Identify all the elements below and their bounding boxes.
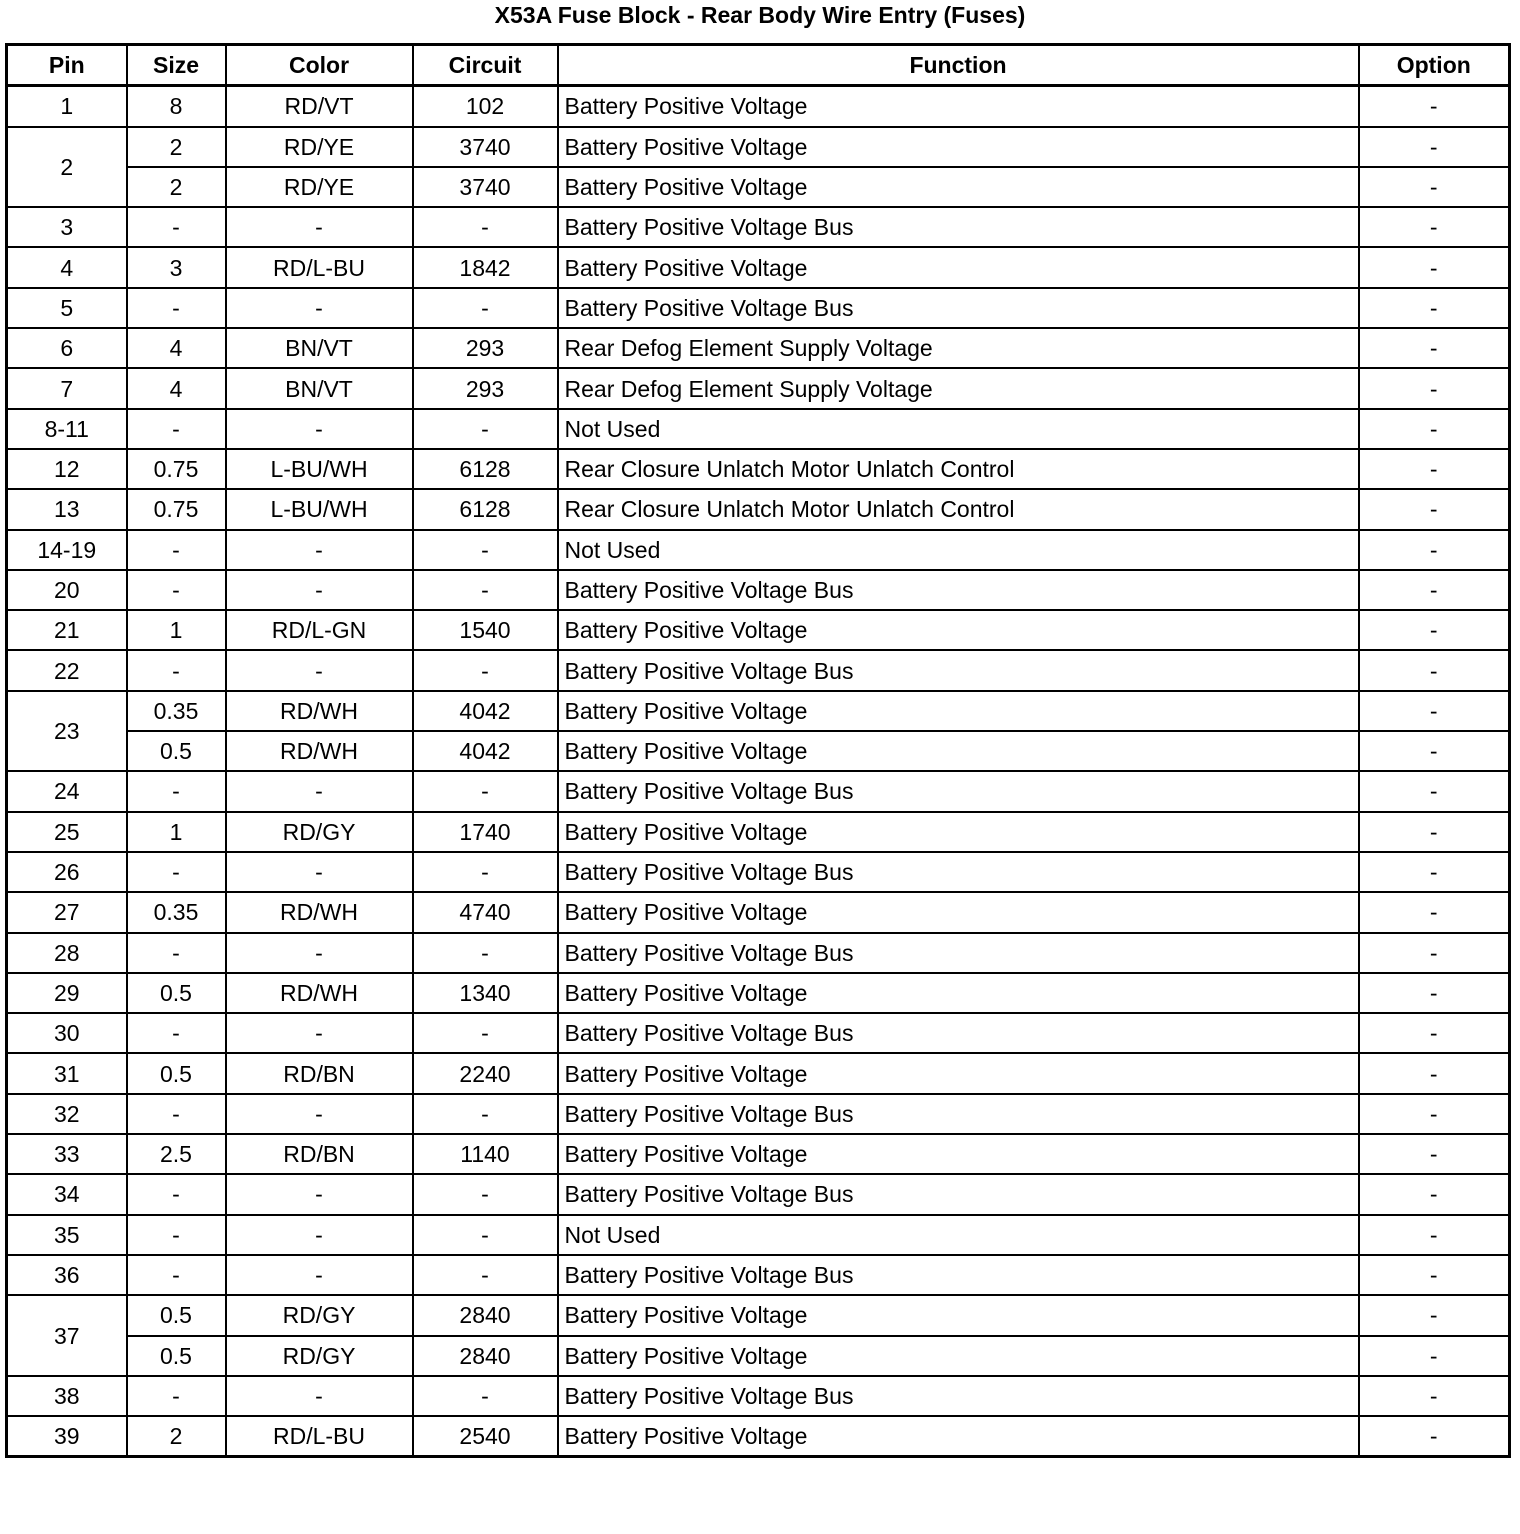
cell-pin: 23	[7, 691, 127, 772]
cell-option: -	[1359, 1174, 1510, 1214]
cell-circuit: -	[413, 771, 558, 811]
cell-circuit: -	[413, 1013, 558, 1053]
cell-circuit: 6128	[413, 449, 558, 489]
cell-circuit: 1740	[413, 812, 558, 852]
cell-function: Battery Positive Voltage	[558, 691, 1359, 731]
cell-circuit: -	[413, 1215, 558, 1255]
cell-pin: 27	[7, 892, 127, 932]
cell-option: -	[1359, 328, 1510, 368]
cell-color: RD/VT	[226, 86, 413, 127]
cell-function: Battery Positive Voltage	[558, 86, 1359, 127]
cell-option: -	[1359, 731, 1510, 771]
cell-option: -	[1359, 650, 1510, 690]
cell-function: Not Used	[558, 530, 1359, 570]
cell-color: -	[226, 1094, 413, 1134]
cell-color: -	[226, 530, 413, 570]
cell-circuit: -	[413, 570, 558, 610]
cell-function: Battery Positive Voltage	[558, 1416, 1359, 1457]
cell-size: 2	[127, 1416, 226, 1457]
cell-size: 0.35	[127, 892, 226, 932]
cell-color: -	[226, 1215, 413, 1255]
cell-pin: 6	[7, 328, 127, 368]
table-row	[7, 207, 1510, 247]
table-row	[7, 1174, 1510, 1214]
cell-option: -	[1359, 610, 1510, 650]
cell-pin: 21	[7, 610, 127, 650]
cell-size: 1	[127, 610, 226, 650]
cell-pin: 5	[7, 288, 127, 328]
cell-function: Rear Closure Unlatch Motor Unlatch Control	[558, 449, 1359, 489]
cell-function: Not Used	[558, 1215, 1359, 1255]
cell-size: -	[127, 1013, 226, 1053]
cell-function: Battery Positive Voltage Bus	[558, 771, 1359, 811]
cell-circuit: 1540	[413, 610, 558, 650]
cell-size: 0.75	[127, 489, 226, 529]
cell-circuit: 6128	[413, 489, 558, 529]
cell-option: -	[1359, 852, 1510, 892]
cell-circuit: -	[413, 933, 558, 973]
table-row	[7, 167, 1510, 207]
table-row	[7, 1094, 1510, 1134]
cell-option: -	[1359, 1215, 1510, 1255]
cell-function: Battery Positive Voltage Bus	[558, 852, 1359, 892]
table-row	[7, 288, 1510, 328]
cell-pin: 30	[7, 1013, 127, 1053]
table-row	[7, 852, 1510, 892]
cell-option: -	[1359, 570, 1510, 610]
cell-pin: 26	[7, 852, 127, 892]
cell-pin: 34	[7, 1174, 127, 1214]
cell-circuit: 1340	[413, 973, 558, 1013]
cell-size: 0.5	[127, 1336, 226, 1376]
cell-size: 4	[127, 368, 226, 408]
cell-circuit: 3740	[413, 167, 558, 207]
header-function: Function	[558, 45, 1359, 86]
cell-color: -	[226, 852, 413, 892]
table-row	[7, 892, 1510, 932]
cell-pin: 2	[7, 127, 127, 208]
cell-size: 3	[127, 247, 226, 287]
cell-function: Battery Positive Voltage	[558, 1134, 1359, 1174]
cell-circuit: 2240	[413, 1053, 558, 1093]
cell-pin: 3	[7, 207, 127, 247]
cell-pin: 1	[7, 86, 127, 127]
table-row	[7, 328, 1510, 368]
cell-function: Battery Positive Voltage Bus	[558, 570, 1359, 610]
cell-color: RD/GY	[226, 812, 413, 852]
cell-pin: 31	[7, 1053, 127, 1093]
cell-circuit: -	[413, 1376, 558, 1416]
cell-size: 8	[127, 86, 226, 127]
cell-function: Battery Positive Voltage Bus	[558, 207, 1359, 247]
cell-size: 2	[127, 127, 226, 167]
cell-circuit: 2840	[413, 1336, 558, 1376]
cell-color: RD/L-BU	[226, 1416, 413, 1457]
cell-function: Battery Positive Voltage Bus	[558, 1013, 1359, 1053]
cell-color: -	[226, 288, 413, 328]
cell-size: -	[127, 288, 226, 328]
cell-size: -	[127, 1376, 226, 1416]
cell-option: -	[1359, 1336, 1510, 1376]
cell-option: -	[1359, 167, 1510, 207]
cell-option: -	[1359, 933, 1510, 973]
cell-pin: 35	[7, 1215, 127, 1255]
cell-circuit: -	[413, 207, 558, 247]
table-row	[7, 530, 1510, 570]
cell-pin: 39	[7, 1416, 127, 1457]
cell-function: Battery Positive Voltage Bus	[558, 1376, 1359, 1416]
cell-size: 0.5	[127, 1295, 226, 1335]
cell-size: 0.35	[127, 691, 226, 731]
cell-option: -	[1359, 1094, 1510, 1134]
table-row	[7, 247, 1510, 287]
cell-function: Battery Positive Voltage	[558, 247, 1359, 287]
table-row	[7, 1215, 1510, 1255]
cell-pin: 8-11	[7, 409, 127, 449]
table-row	[7, 610, 1510, 650]
cell-size: -	[127, 1215, 226, 1255]
cell-circuit: 3740	[413, 127, 558, 167]
cell-option: -	[1359, 86, 1510, 127]
cell-color: RD/WH	[226, 973, 413, 1013]
cell-size: 2.5	[127, 1134, 226, 1174]
cell-color: -	[226, 771, 413, 811]
cell-color: RD/WH	[226, 691, 413, 731]
cell-function: Battery Positive Voltage Bus	[558, 933, 1359, 973]
cell-function: Battery Positive Voltage	[558, 731, 1359, 771]
table-row	[7, 812, 1510, 852]
cell-size: 0.75	[127, 449, 226, 489]
table-row	[7, 409, 1510, 449]
table-row	[7, 1295, 1510, 1335]
cell-size: -	[127, 933, 226, 973]
cell-function: Battery Positive Voltage Bus	[558, 1174, 1359, 1214]
cell-pin: 33	[7, 1134, 127, 1174]
cell-color: RD/YE	[226, 167, 413, 207]
cell-size: -	[127, 650, 226, 690]
cell-option: -	[1359, 1376, 1510, 1416]
header-circuit: Circuit	[413, 45, 558, 86]
cell-circuit: 2840	[413, 1295, 558, 1335]
cell-pin: 36	[7, 1255, 127, 1295]
header-pin: Pin	[7, 45, 127, 86]
table-row	[7, 570, 1510, 610]
cell-size: 0.5	[127, 731, 226, 771]
table-row	[7, 86, 1510, 127]
cell-pin: 20	[7, 570, 127, 610]
cell-pin: 32	[7, 1094, 127, 1134]
cell-option: -	[1359, 409, 1510, 449]
header-row	[7, 45, 1510, 86]
cell-size: 0.5	[127, 1053, 226, 1093]
cell-size: -	[127, 852, 226, 892]
cell-option: -	[1359, 489, 1510, 529]
cell-color: -	[226, 650, 413, 690]
table-row	[7, 1134, 1510, 1174]
cell-color: RD/YE	[226, 127, 413, 167]
cell-function: Battery Positive Voltage	[558, 812, 1359, 852]
page-title: X53A Fuse Block - Rear Body Wire Entry (Fuses)	[494, 2, 1026, 28]
cell-option: -	[1359, 449, 1510, 489]
cell-function: Battery Positive Voltage	[558, 167, 1359, 207]
cell-option: -	[1359, 1416, 1510, 1457]
cell-option: -	[1359, 691, 1510, 731]
cell-option: -	[1359, 973, 1510, 1013]
cell-option: -	[1359, 207, 1510, 247]
cell-size: -	[127, 1174, 226, 1214]
cell-color: RD/GY	[226, 1336, 413, 1376]
cell-color: RD/BN	[226, 1053, 413, 1093]
cell-size: -	[127, 207, 226, 247]
cell-color: -	[226, 1013, 413, 1053]
cell-function: Battery Positive Voltage Bus	[558, 650, 1359, 690]
cell-function: Battery Positive Voltage	[558, 1295, 1359, 1335]
cell-color: -	[226, 933, 413, 973]
cell-color: RD/WH	[226, 892, 413, 932]
cell-color: -	[226, 1376, 413, 1416]
table-row	[7, 1053, 1510, 1093]
header-color: Color	[226, 45, 413, 86]
cell-function: Rear Defog Element Supply Voltage	[558, 368, 1359, 408]
cell-function: Battery Positive Voltage	[558, 973, 1359, 1013]
cell-size: 1	[127, 812, 226, 852]
cell-circuit: 1140	[413, 1134, 558, 1174]
table-row	[7, 127, 1510, 167]
cell-pin: 24	[7, 771, 127, 811]
cell-circuit: 293	[413, 328, 558, 368]
cell-color: BN/VT	[226, 368, 413, 408]
cell-function: Not Used	[558, 409, 1359, 449]
table-row	[7, 731, 1510, 771]
header-option: Option	[1359, 45, 1510, 86]
cell-pin: 14-19	[7, 530, 127, 570]
cell-option: -	[1359, 288, 1510, 328]
cell-color: RD/WH	[226, 731, 413, 771]
cell-size: -	[127, 1255, 226, 1295]
table-row	[7, 973, 1510, 1013]
cell-option: -	[1359, 530, 1510, 570]
cell-pin: 25	[7, 812, 127, 852]
cell-circuit: -	[413, 530, 558, 570]
table-header	[7, 45, 1510, 86]
cell-pin: 28	[7, 933, 127, 973]
table-row	[7, 771, 1510, 811]
cell-circuit: 102	[413, 86, 558, 127]
cell-color: -	[226, 1255, 413, 1295]
cell-color: -	[226, 207, 413, 247]
cell-option: -	[1359, 368, 1510, 408]
cell-option: -	[1359, 1053, 1510, 1093]
table-body	[7, 86, 1510, 1457]
table-row	[7, 1013, 1510, 1053]
cell-pin: 37	[7, 1295, 127, 1376]
table-row	[7, 1416, 1510, 1457]
cell-color: RD/L-GN	[226, 610, 413, 650]
cell-size: -	[127, 570, 226, 610]
cell-circuit: 4740	[413, 892, 558, 932]
cell-circuit: 293	[413, 368, 558, 408]
table-row	[7, 1376, 1510, 1416]
cell-pin: 12	[7, 449, 127, 489]
cell-circuit: -	[413, 1094, 558, 1134]
cell-option: -	[1359, 1255, 1510, 1295]
table-row	[7, 1336, 1510, 1376]
cell-function: Battery Positive Voltage Bus	[558, 1255, 1359, 1295]
cell-function: Battery Positive Voltage	[558, 1053, 1359, 1093]
cell-circuit: 4042	[413, 731, 558, 771]
cell-option: -	[1359, 1295, 1510, 1335]
cell-option: -	[1359, 247, 1510, 287]
cell-color: BN/VT	[226, 328, 413, 368]
cell-size: -	[127, 530, 226, 570]
table-row	[7, 1255, 1510, 1295]
cell-pin: 13	[7, 489, 127, 529]
cell-color: L-BU/WH	[226, 449, 413, 489]
cell-option: -	[1359, 1134, 1510, 1174]
cell-color: -	[226, 1174, 413, 1214]
cell-pin: 22	[7, 650, 127, 690]
cell-function: Rear Closure Unlatch Motor Unlatch Control	[558, 489, 1359, 529]
table-row	[7, 489, 1510, 529]
cell-function: Battery Positive Voltage	[558, 610, 1359, 650]
cell-circuit: 2540	[413, 1416, 558, 1457]
cell-pin: 38	[7, 1376, 127, 1416]
cell-color: L-BU/WH	[226, 489, 413, 529]
cell-size: -	[127, 409, 226, 449]
cell-option: -	[1359, 892, 1510, 932]
cell-color: -	[226, 409, 413, 449]
cell-circuit: -	[413, 1255, 558, 1295]
header-size: Size	[127, 45, 226, 86]
cell-circuit: -	[413, 409, 558, 449]
cell-option: -	[1359, 771, 1510, 811]
table-row	[7, 650, 1510, 690]
cell-pin: 4	[7, 247, 127, 287]
table-row	[7, 449, 1510, 489]
cell-option: -	[1359, 812, 1510, 852]
cell-circuit: -	[413, 852, 558, 892]
cell-circuit: -	[413, 650, 558, 690]
cell-size: 2	[127, 167, 226, 207]
cell-function: Battery Positive Voltage	[558, 127, 1359, 167]
table-row	[7, 691, 1510, 731]
cell-size: -	[127, 771, 226, 811]
cell-function: Battery Positive Voltage	[558, 892, 1359, 932]
cell-function: Battery Positive Voltage Bus	[558, 1094, 1359, 1134]
pinout-table	[5, 43, 1511, 1458]
cell-color: RD/L-BU	[226, 247, 413, 287]
cell-option: -	[1359, 127, 1510, 167]
cell-pin: 7	[7, 368, 127, 408]
cell-circuit: -	[413, 288, 558, 328]
cell-color: -	[226, 570, 413, 610]
cell-circuit: 1842	[413, 247, 558, 287]
cell-circuit: -	[413, 1174, 558, 1214]
cell-size: 0.5	[127, 973, 226, 1013]
cell-circuit: 4042	[413, 691, 558, 731]
cell-function: Rear Defog Element Supply Voltage	[558, 328, 1359, 368]
cell-function: Battery Positive Voltage Bus	[558, 288, 1359, 328]
table-row	[7, 933, 1510, 973]
cell-pin: 29	[7, 973, 127, 1013]
cell-size: 4	[127, 328, 226, 368]
cell-option: -	[1359, 1013, 1510, 1053]
cell-color: RD/BN	[226, 1134, 413, 1174]
cell-function: Battery Positive Voltage	[558, 1336, 1359, 1376]
table-row	[7, 368, 1510, 408]
cell-color: RD/GY	[226, 1295, 413, 1335]
cell-size: -	[127, 1094, 226, 1134]
